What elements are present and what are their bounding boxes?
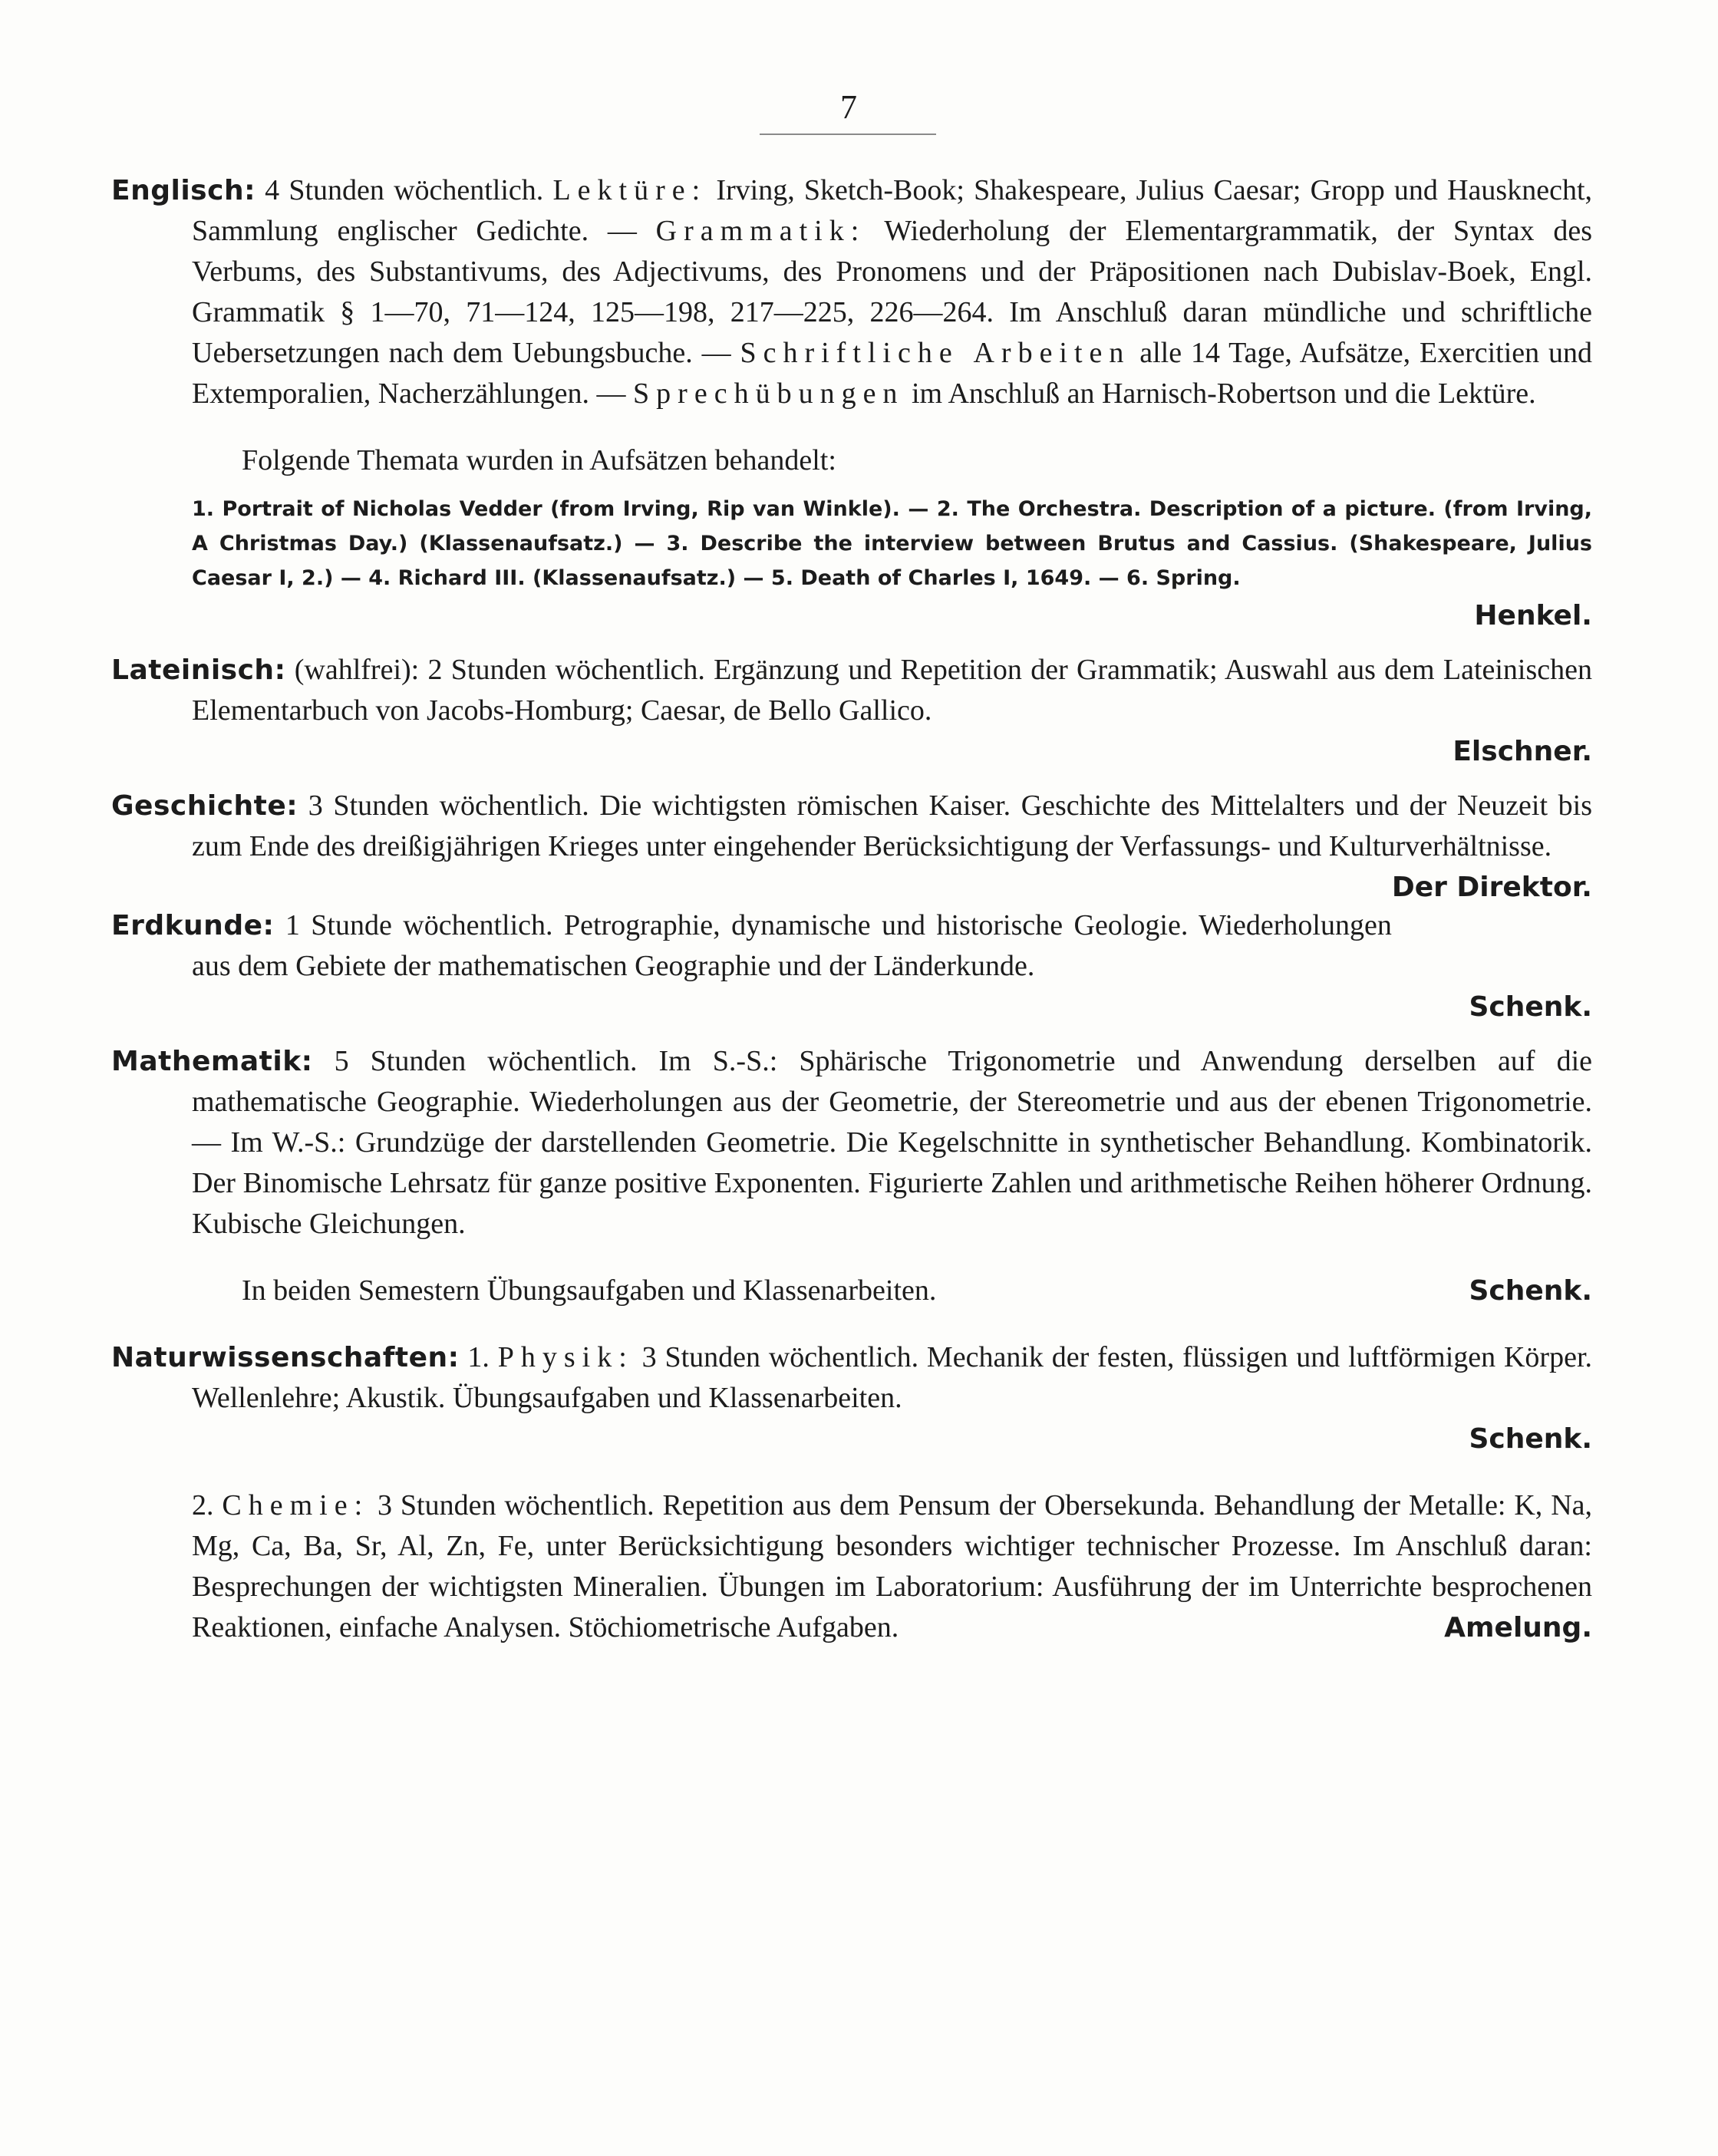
section-heading-englisch: Englisch: [111, 175, 256, 206]
natur-text-a: 1. [459, 1341, 498, 1373]
section-heading-erdkunde: Erdkunde: [111, 910, 275, 941]
section-heading-lateinisch: Lateinisch: [111, 654, 286, 686]
englisch-label-sprech: Sprechübungen [633, 377, 905, 410]
englisch-label-arbeiten: Schriftliche Arbeiten [740, 337, 1131, 369]
signature-henkel: Henkel. [1474, 600, 1592, 631]
section-heading-naturwissenschaften: Naturwissenschaften: [111, 1342, 460, 1373]
section-mathematik [111, 1041, 1592, 1244]
natur-chem-a: 2. [192, 1489, 223, 1521]
signature-elschner: Elschner. [1453, 736, 1592, 767]
geschichte-text: 3 Stunden wöchentlich. Die wichtigsten römischen Kaiser. Geschichte des Mittelalters und der Neuzeit bis zum Ende des dreißigjährigen Krieges unter eingehender Berücksichtigung der Verfassungs- und Kulturverhältnisse. [192, 790, 1592, 862]
page-number: 7 [840, 88, 857, 126]
englisch-text-a: 4 Stunden wöchentlich. [255, 174, 553, 206]
erdkunde-text: 1 Stunde wöchentlich. Petrographie, dynamische und historische Geologie. Wiederholungen aus dem Gebiete der mathematischen Geographie und der Länderkunde. [192, 909, 1392, 982]
section-erdkunde [111, 905, 1592, 987]
natur-chem-b: 3 Stunden wöchentlich. Repetition aus dem Pensum der Obersekunda. Behandlung der Metalle: K, Na, Mg, Ca, Ba, Sr, Al, Zn, Fe, unter Berücksichtigung besonders wichtiger technischer Prozesse. Im Anschluß daran: Besprechungen der wichtigsten Mineralien. Übungen im Laboratorium: Ausführung der im Unterrichte besprochenen Reaktionen, einfache Analysen. Stöchiometrische Aufgaben. [192, 1489, 1592, 1643]
section-englisch [111, 170, 1592, 414]
signature-schenk-mathematik: Schenk. [1469, 1275, 1592, 1307]
mathematik-text: 5 Stunden wöchentlich. Im S.-S.: Sphärische Trigonometrie und Anwendung derselben auf die mathematische Geographie. Wiederholungen aus der Geometrie, der Stereometrie und aus der ebenen Trigonometrie. — Im W.-S.: Grundzüge der darstellenden Geometrie. Die Kegelschnitte in synthetischer Behandlung. Kombinatorik. Der Binomische Lehrsatz für ganze positive Exponenten. Figurierte Zahlen und arithmetische Reihen höherer Ordnung. Kubische Gleichungen. [192, 1045, 1592, 1240]
signature-schenk-erdkunde: Schenk. [1469, 991, 1592, 1023]
section-heading-mathematik: Mathematik: [111, 1046, 313, 1077]
englisch-text-c: Wiederholung der Elementargrammatik, der Syntax des Verbums, des Substantivums, des Adjectivums, des Pronomens und der Präpositionen nach Dubislav-Boek, Engl. Grammatik § 1—70, 71—124, 125—198, 217—225, 226—264. Im Anschluß daran mündliche und schriftliche Uebersetzungen nach dem Uebungsbuche. — [192, 215, 1592, 369]
englisch-themes-list: 1. Portrait of Nicholas Vedder (from Irving, Rip van Winkle). — 2. The Orchestra. Description of a picture. (from Irving, A Christmas Day.) (Klassenaufsatz.) — 3. Describe the interview between Brutus and Cassius. (Shakespeare, Julius Caesar I, 2.) — 4. Richard III. (Klassenaufsatz.) — 5. Death of Charles I, 1649. — 6. Spring. [192, 497, 1592, 590]
section-naturwissenschaften [111, 1337, 1592, 1419]
englisch-text-d: alle 14 Tage, Aufsätze, Exercitien und Extemporalien, Nacherzählungen. — [192, 337, 1592, 410]
section-lateinisch [111, 650, 1592, 731]
englisch-label-lektuere: Lektüre: [552, 174, 707, 206]
englisch-text-e: im Anschluß an Harnisch-Robertson und die Lektüre. [904, 377, 1536, 410]
page-number-rule [760, 134, 936, 135]
natur-label-chemie: Chemie: [222, 1489, 370, 1521]
natur-chemie [111, 1485, 1592, 1648]
natur-text-b: 3 Stunden wöchentlich. Mechanik der festen, flüssigen und luftförmigen Körper. Wellenlehre; Akustik. Übungsaufgaben und Klassenarbeiten. [192, 1341, 1593, 1414]
englisch-label-grammatik: Grammatik: [655, 215, 866, 247]
signature-direktor: Der Direktor. [1391, 872, 1592, 903]
page-content [111, 170, 1592, 1648]
mathematik-extra [111, 1271, 1592, 1311]
mathematik-extra-text: In beiden Semestern Übungsaufgaben und Klassenarbeiten. [242, 1274, 937, 1307]
natur-label-physik: Physik: [497, 1341, 634, 1373]
section-geschichte [111, 786, 1592, 903]
lateinisch-text: (wahlfrei): 2 Stunden wöchentlich. Ergänzung und Repetition der Grammatik; Auswahl aus dem Lateinischen Elementarbuch von Jacobs-Homburg; Caesar, de Bello Gallico. [192, 654, 1592, 727]
signature-schenk-physik: Schenk. [1469, 1423, 1592, 1455]
section-heading-geschichte: Geschichte: [111, 790, 298, 822]
englisch-text-b: Irving, Sketch-Book; Shakespeare, Julius Caesar; Gropp und Hausknecht, Sammlung englischer Gedichte. — [192, 174, 1592, 247]
signature-amelung: Amelung. [1444, 1612, 1592, 1643]
englisch-themes-intro: Folgende Themata wurden in Aufsätzen behandelt: [242, 444, 836, 476]
